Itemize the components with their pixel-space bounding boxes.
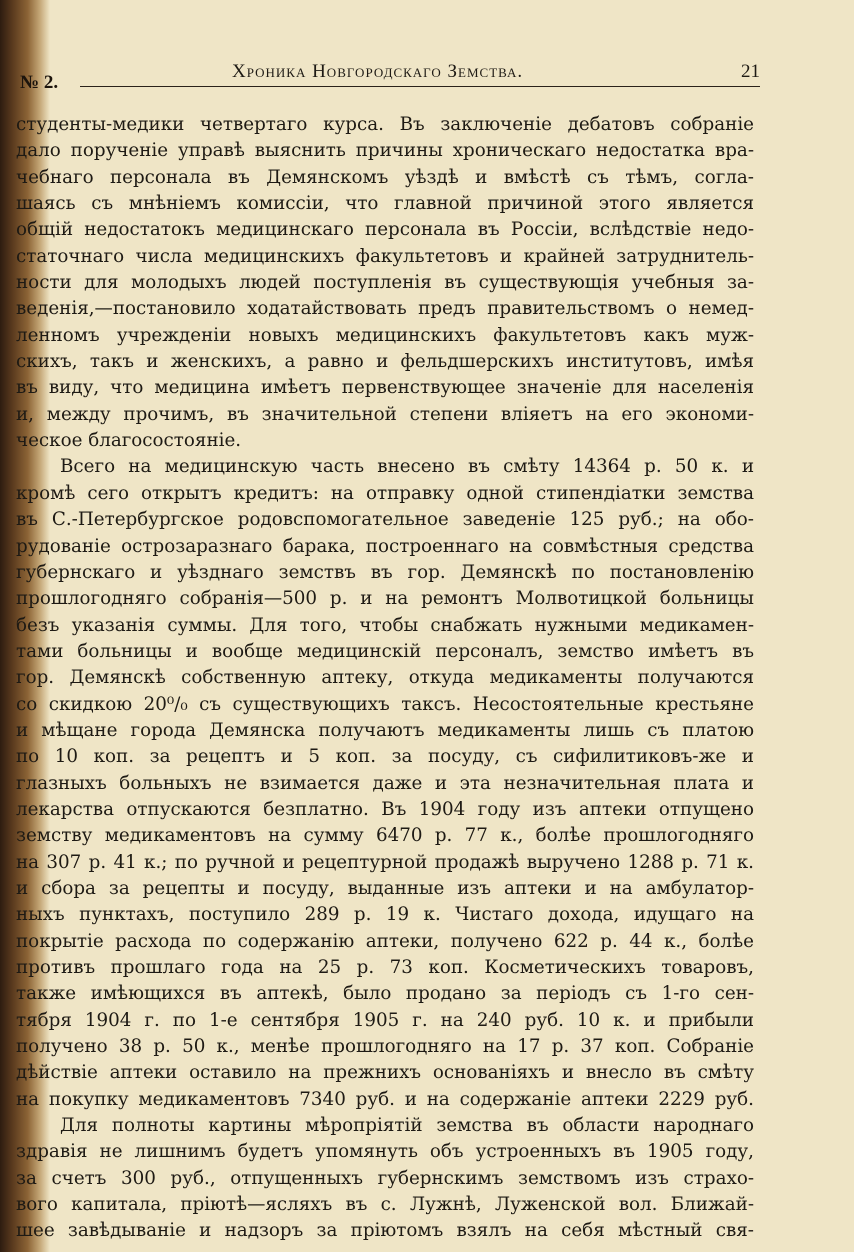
text-line: получено 38 р. 50 к., менѣе прошлогодняго на 17 р. 37 коп. Собраніе <box>16 1036 754 1058</box>
page-number: 21 <box>741 61 760 82</box>
text-line: ности для молодыхъ людей поступленія въ существующія учебныя за- <box>16 272 754 294</box>
text-line: Для полноты картины мѣропріятій земства въ области народнаго <box>60 1115 754 1137</box>
text-line: безъ указанія суммы. Для того, чтобы снабжать нужными медикамен- <box>16 614 754 636</box>
text-line: и мѣщане города Демянска получаютъ медикаменты лишь съ платою <box>16 719 754 741</box>
text-line: рудованіе острозаразнаго барака, построеннаго на совмѣстныя средства <box>16 535 754 557</box>
text-line: и, между прочимъ, въ значительной степени вліяетъ на его экономи- <box>16 403 754 425</box>
text-line: Всего на медицинскую часть внесено въ смѣту 14364 р. 50 к. и <box>60 456 754 478</box>
text-line: и сбора за рецепты и посуду, выданные изъ аптеки и на амбулатор- <box>16 877 754 899</box>
text-line: шаясь съ мнѣніемъ комиссіи, что главной причиной этого является <box>16 193 754 215</box>
text-line: тября 1904 г. по 1-е сентября 1905 г. на 240 руб. 10 к. и прибыли <box>16 1009 754 1031</box>
text-line: также имѣющихся въ аптекѣ, было продано за періодъ съ 1-го сен- <box>16 983 754 1005</box>
text-line: ныхъ пунктахъ, поступило 289 р. 19 к. Чистаго дохода, идущаго на <box>16 904 754 926</box>
text-line: веденія,—постановило ходатайствовать предъ правительствомъ о немед- <box>16 298 754 320</box>
issue-number: № 2. <box>20 72 59 93</box>
text-line: земству медикаментовъ на сумму 6470 р. 77 к., болѣе прошлогодняго <box>16 825 754 847</box>
text-line: покрытіе расхода по содержанію аптеки, получено 622 р. 44 к., болѣе <box>16 930 754 952</box>
text-line: дало порученіе управѣ выяснить причины хроническаго недостатка вра- <box>16 140 754 162</box>
text-line: вого капитала, пріютѣ—ясляхъ въ с. Лужнѣ, Луженской вол. Ближай- <box>16 1194 754 1216</box>
text-line: губернскаго и уѣзднаго земствъ въ гор. Демянскѣ по постановленію <box>16 561 754 583</box>
text-line: лекарства отпускаются безплатно. Въ 1904 году изъ аптеки отпущено <box>16 798 754 820</box>
text-line: кромѣ сего открытъ кредитъ: на отправку одной стипендіатки земства <box>16 482 754 504</box>
text-line: на 307 р. 41 к.; по ручной и рецептурной продажѣ выручено 1288 р. 71 к. <box>16 851 754 873</box>
text-line: студенты-медики четвертаго курса. Въ заключеніе дебатовъ собраніе <box>16 114 754 135</box>
text-line: на покупку медикаментовъ 7340 руб. и на содержаніе аптеки 2229 руб. <box>16 1088 754 1110</box>
text-line: здравія не лишнимъ будетъ упомянуть объ устроенныхъ въ 1905 году, <box>16 1141 754 1163</box>
text-line: по 10 коп. за рецептъ и 5 коп. за посуду, съ сифилитиковъ-же и <box>16 746 754 768</box>
text-line: противъ прошлаго года на 25 р. 73 коп. Косметическихъ товаровъ, <box>16 957 754 978</box>
text-line: въ С.-Петербургское родовспомогательное заведеніе 125 руб.; на обо- <box>16 509 754 531</box>
text-line: скихъ, такъ и женскихъ, а равно и фельдшерскихъ институтовъ, имѣя <box>16 351 754 373</box>
text-line: тами больницы и вообще медицинскій персоналъ, земство имѣетъ въ <box>16 640 754 662</box>
text-line: шее завѣдываніе и надзоръ за пріютомъ взялъ на себя мѣстный свя- <box>16 1220 754 1242</box>
text-line: дѣйствіе аптеки оставило на прежнихъ основаніяхъ и внесло въ смѣту <box>16 1062 754 1084</box>
text-line: статочнаго числа медицинскихъ факультетовъ и крайней затруднитель- <box>16 245 754 267</box>
running-title: Хроника Новгородскаго Земства. <box>232 61 524 82</box>
page-header <box>20 58 760 92</box>
text-line: гор. Демянскѣ собственную аптеку, откуда медикаменты получаются <box>16 667 754 689</box>
body-text <box>16 112 754 1245</box>
text-line: прошлогодняго собранія—500 р. и на ремонтъ Молвотицкой больницы <box>16 588 754 610</box>
text-line: ленномъ учрежденіи новыхъ медицинскихъ факультетовъ какъ муж- <box>16 324 754 346</box>
text-line: въ виду, что медицина имѣетъ первенствующее значеніе для населенія <box>16 377 754 399</box>
text-line: общій недостатокъ медицинскаго персонала въ Россіи, вслѣдствіе недо- <box>16 219 754 241</box>
text-line: глазныхъ больныхъ не взимается даже и эта незначительная плата и <box>16 772 754 794</box>
text-line: за счетъ 300 руб., отпущенныхъ губернскимъ земствомъ изъ страхо- <box>16 1167 754 1189</box>
header-rule <box>80 86 760 87</box>
text-line: со скидкою 20⁰/₀ съ существующихъ таксъ. Несостоятельные крестьяне <box>16 693 754 715</box>
text-line: ческое благосостояніе. <box>16 430 242 452</box>
text-line: чебнаго персонала въ Демянскомъ уѣздѣ и вмѣстѣ съ тѣмъ, согла- <box>16 166 754 188</box>
